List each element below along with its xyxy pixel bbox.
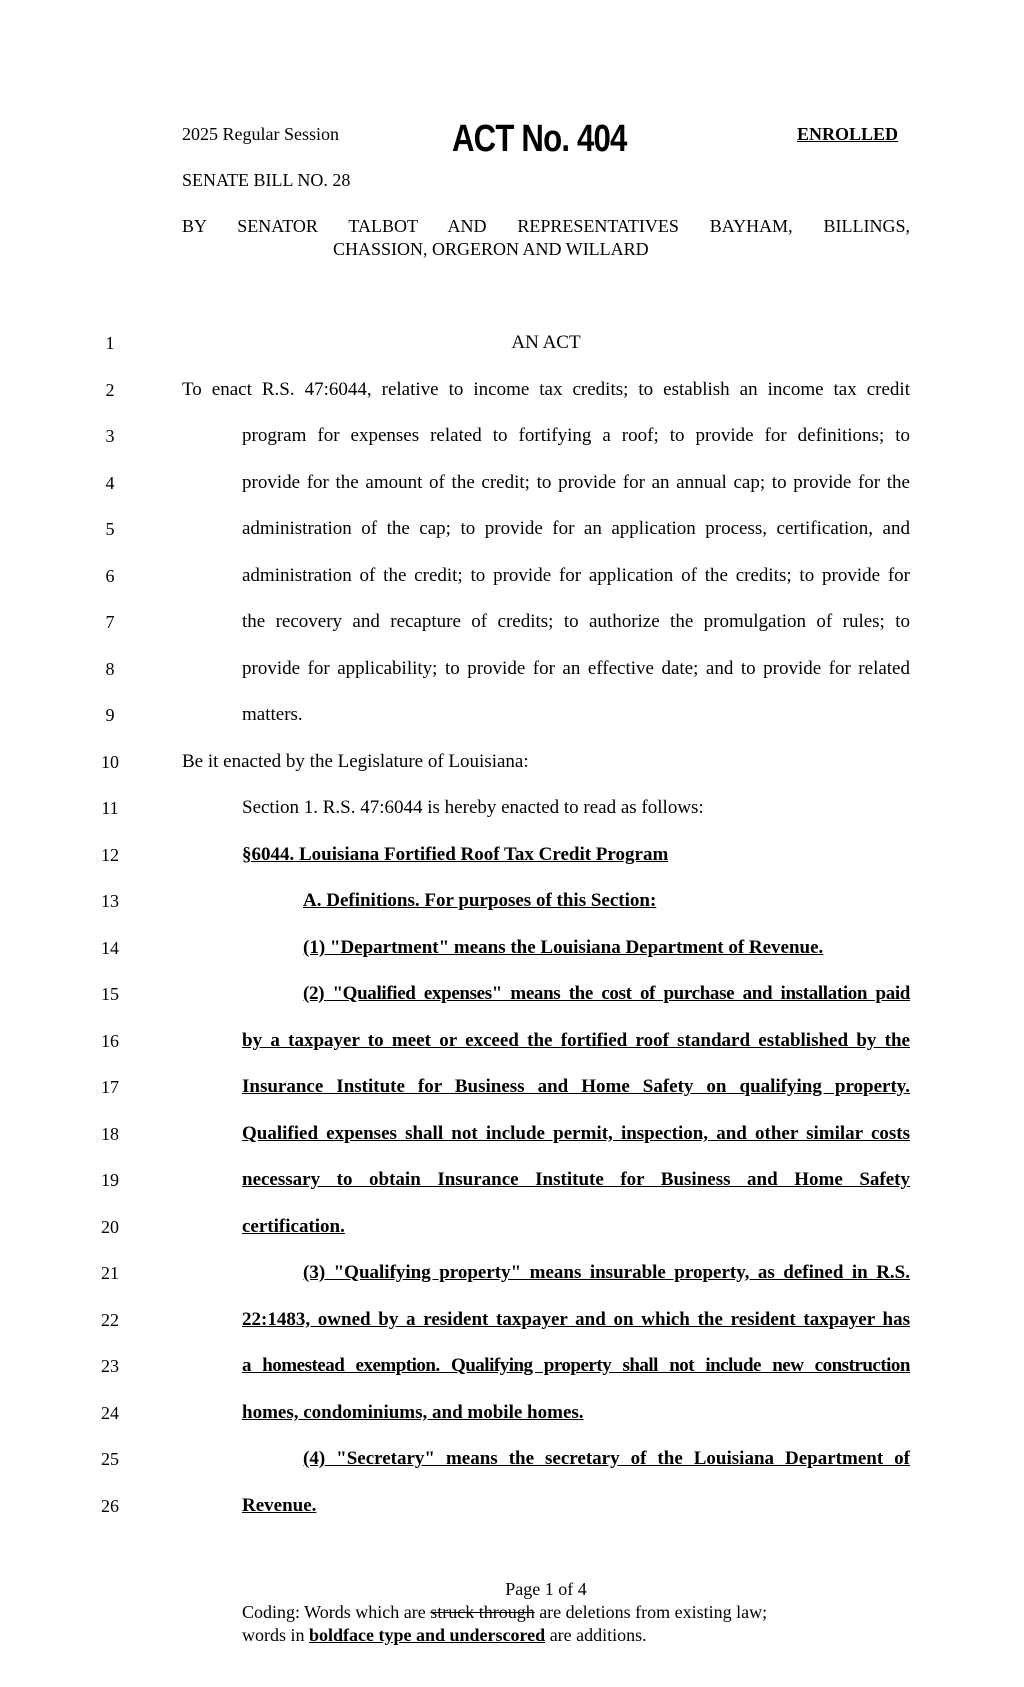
- title-line: administration of the cap; to provide for an application process, certification, and: [242, 518, 910, 539]
- definition-line: (3) "Qualifying property" means insurable property, as defined in R.S.: [303, 1262, 910, 1283]
- line-number: 9: [105, 705, 115, 725]
- definition-line: (1) "Department" means the Louisiana Department of Revenue.: [303, 937, 824, 958]
- act-heading: AN ACT: [511, 332, 581, 353]
- line-number: 11: [101, 798, 119, 818]
- act-title: ACT No. 404: [452, 118, 627, 160]
- line-number: 23: [101, 1356, 119, 1376]
- line-number: 7: [105, 612, 115, 632]
- line-number: 18: [101, 1124, 119, 1144]
- definition-line: a homestead exemption. Qualifying property shall not include new construction: [242, 1355, 910, 1376]
- line-number: 19: [101, 1170, 119, 1190]
- line-number: 15: [101, 984, 119, 1004]
- line-number: 16: [101, 1031, 119, 1051]
- line-number: 4: [105, 473, 115, 493]
- line-number: 24: [101, 1403, 119, 1423]
- bold-example: boldface type and underscored: [309, 1625, 546, 1645]
- line-number: 17: [101, 1077, 119, 1097]
- line-number: 26: [101, 1496, 119, 1516]
- struck-example: struck through: [430, 1602, 535, 1622]
- definition-line: Revenue.: [242, 1495, 317, 1516]
- line-number: 21: [101, 1263, 119, 1283]
- subsection-heading: A. Definitions. For purposes of this Section:: [303, 890, 657, 911]
- definition-line: necessary to obtain Insurance Institute for Business and Home Safety: [242, 1169, 910, 1190]
- line-number: 25: [101, 1449, 119, 1469]
- line-number: 22: [101, 1310, 119, 1330]
- line-number: 12: [101, 845, 119, 865]
- title-line: administration of the credit; to provide for application of the credits; to provide for: [242, 565, 910, 586]
- definition-line: certification.: [242, 1216, 345, 1237]
- section-heading: §6044. Louisiana Fortified Roof Tax Credit Program: [242, 844, 669, 865]
- coding-legend-line-2: [242, 1625, 647, 1646]
- definition-line: Insurance Institute for Business and Home Safety on qualifying property.: [242, 1076, 910, 1097]
- line-number: 3: [105, 426, 115, 446]
- sponsors-line-1: BY SENATOR TALBOT AND REPRESENTATIVES BAYHAM, BILLINGS,: [182, 216, 910, 236]
- line-number: 10: [101, 752, 119, 772]
- definition-line: (2) "Qualified expenses" means the cost of purchase and installation paid: [303, 983, 910, 1004]
- definition-line: by a taxpayer to meet or exceed the fortified roof standard established by the: [242, 1030, 910, 1051]
- title-line: program for expenses related to fortifying a roof; to provide for definitions; to: [242, 425, 910, 446]
- sponsors-line-2: CHASSION, ORGERON AND WILLARD: [333, 239, 649, 259]
- session-label: 2025 Regular Session: [182, 124, 339, 144]
- line-number: 14: [101, 938, 119, 958]
- line-number: 8: [105, 659, 115, 679]
- title-line: provide for applicability; to provide for an effective date; and to provide for related: [242, 658, 910, 679]
- line-number: 13: [101, 891, 119, 911]
- coding-text: Coding: Words which are: [242, 1602, 431, 1622]
- section-intro: Section 1. R.S. 47:6044 is hereby enacted to read as follows:: [242, 797, 704, 818]
- title-line: To enact R.S. 47:6044, relative to income tax credits; to establish an income tax credit: [182, 379, 910, 400]
- title-line: provide for the amount of the credit; to provide for an annual cap; to provide for the: [242, 472, 910, 493]
- line-number: 2: [105, 380, 115, 400]
- enacting-clause: Be it enacted by the Legislature of Louisiana:: [182, 751, 529, 772]
- coding-text: words in: [242, 1625, 309, 1645]
- coding-text: are additions.: [545, 1625, 647, 1645]
- enrolled-label: ENROLLED: [797, 124, 899, 144]
- definition-line: 22:1483, owned by a resident taxpayer and on which the resident taxpayer has: [242, 1309, 910, 1330]
- bill-number: SENATE BILL NO. 28: [182, 170, 351, 190]
- page-number: Page 1 of 4: [505, 1579, 587, 1599]
- line-number: 6: [105, 566, 115, 586]
- title-line: matters.: [242, 704, 303, 725]
- coding-legend-line-1: [242, 1602, 767, 1623]
- definition-line: Qualified expenses shall not include permit, inspection, and other similar costs: [242, 1123, 910, 1144]
- definition-line: homes, condominiums, and mobile homes.: [242, 1402, 584, 1423]
- line-number: 5: [105, 519, 115, 539]
- title-line: the recovery and recapture of credits; to authorize the promulgation of rules; to: [242, 611, 910, 632]
- line-number: 1: [105, 333, 115, 353]
- line-number: 20: [101, 1217, 119, 1237]
- definition-line: (4) "Secretary" means the secretary of the Louisiana Department of: [303, 1448, 910, 1469]
- coding-text: are deletions from existing law;: [534, 1602, 768, 1622]
